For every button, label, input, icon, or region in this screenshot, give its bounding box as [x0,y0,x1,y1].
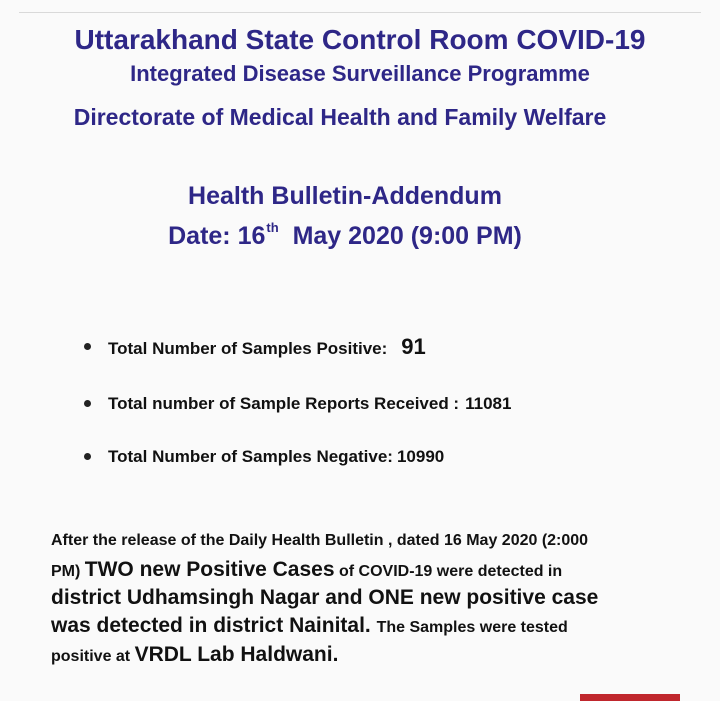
paragraph-line: After the release of the Daily Health Bulletin , dated 16 May 2020 (2:000 [51,532,589,549]
paragraph-segment: of COVID-19 were detected in [338,563,563,580]
bullet-dot [84,343,91,350]
update-paragraph [51,526,701,670]
paragraph-segment: The Samples were tested [376,619,568,636]
bulletin-heading: Health Bulletin-Addendum [188,182,502,210]
paragraph-line [51,640,701,670]
page-title: Uttarakhand State Control Room COVID-19 [74,24,646,55]
bullet-dot [84,453,91,460]
paragraph-line: district Udhamsingh Nagar and ONE new positive case [51,586,599,609]
paragraph-line [51,556,701,584]
stat-label: Total Number of Samples Negative: [108,447,393,466]
stat-value: 91 [401,334,426,359]
stat-item-received [80,389,511,419]
date-prefix: Date: 16 [168,222,266,250]
top-divider [19,12,701,13]
bulletin-date [0,222,705,251]
paragraph-segment: positive at [51,648,131,665]
paragraph-segment: PM) [51,563,81,580]
accent-bar [580,694,680,701]
date-ordinal: th [266,220,279,235]
bullet-dot [84,400,91,407]
directorate-name: Directorate of Medical Health and Family Welfare [73,104,607,130]
date-suffix: May 2020 (9:00 PM) [292,222,522,250]
stat-value: 10990 [396,447,445,466]
program-name: Integrated Disease Surveillance Programme [130,61,590,86]
paragraph-line [51,612,701,640]
stat-value: 11081 [465,394,512,413]
paragraph-segment: VRDL Lab Haldwani. [134,643,339,666]
stat-item-positive [80,332,511,362]
stat-label: Total Number of Samples Positive: [108,339,388,358]
paragraph-segment: TWO new Positive Cases [84,558,335,581]
stat-label: Total number of Sample Reports Received : [108,394,460,413]
stat-item-negative [80,442,511,472]
paragraph-segment: was detected in district Nainital. [51,614,371,637]
stats-list [80,332,511,472]
